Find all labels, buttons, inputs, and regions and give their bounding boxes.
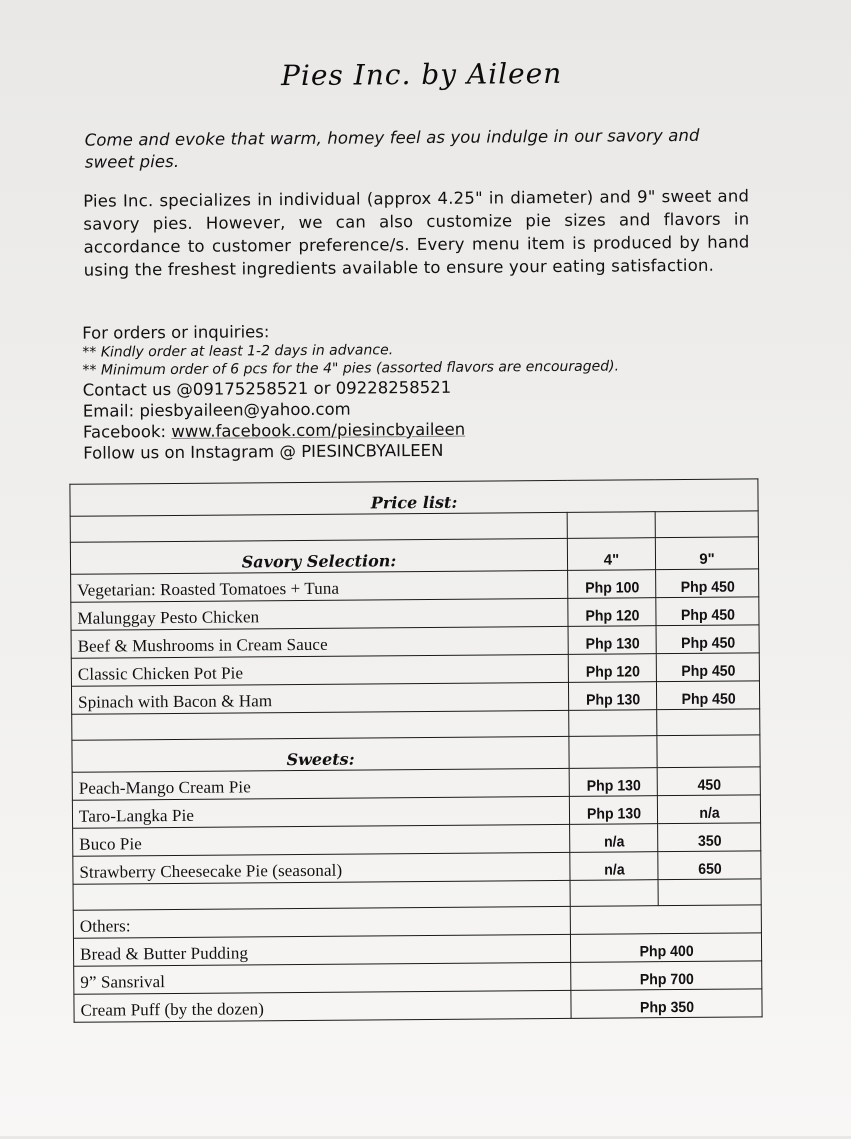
size-4-inch-header: 4" (567, 538, 655, 571)
price-list-title: Price list: (70, 479, 758, 516)
sweets-header-row (72, 735, 760, 772)
item-name: Malunggay Pesto Chicken (71, 598, 568, 630)
table-row (72, 767, 760, 800)
sweets-heading: Sweets: (72, 736, 569, 772)
order-note-advance: ** Kindly order at least 1-2 days in advance. (82, 342, 394, 361)
table-row (72, 795, 760, 828)
price-4-inch: n/a (572, 824, 655, 853)
item-price: Php 350 (577, 989, 757, 1018)
item-name: 9” Sansrival (74, 962, 571, 994)
table-row (71, 625, 759, 658)
facebook-link[interactable]: www.facebook.com/piesincbyaileen (171, 419, 466, 441)
table-row (71, 653, 759, 686)
price-4-inch: Php 120 (570, 598, 653, 627)
description-text: Pies Inc. specializes in individual (approx 4.25" in diameter) and 9" sweet and savory pies. However, we can also customize pie sizes and flavors in accordance to customer preference/s. Every menu item is produced by hand using the freshest ingredients available to ensure your eating satisfaction. (83, 186, 750, 280)
item-name: Buco Pie (73, 824, 570, 856)
item-name: Classic Chicken Pot Pie (71, 654, 568, 686)
contact-section (82, 317, 763, 463)
price-4-inch: Php 130 (572, 768, 655, 797)
table-row (71, 597, 759, 630)
price-9-inch: n/a (660, 795, 757, 824)
size-9-inch-header: 9" (655, 537, 758, 570)
price-4-inch: Php 130 (571, 682, 654, 711)
savory-header-row (70, 537, 758, 574)
price-9-inch: 350 (661, 823, 758, 852)
item-price: Php 400 (576, 933, 756, 962)
price-4-inch: Php 130 (572, 796, 655, 825)
price-9-inch: Php 450 (659, 653, 756, 682)
item-name: Bread & Butter Pudding (73, 934, 570, 966)
item-name: Beef & Mushrooms in Cream Sauce (71, 626, 568, 658)
facebook-label: Facebook: (82, 421, 172, 442)
price-4-inch: Php 130 (571, 626, 654, 655)
intro-text: Come and evoke that warm, homey feel as you indulge in our savory and sweet pies. (84, 125, 700, 172)
item-name: Taro-Langka Pie (72, 796, 569, 828)
table-row (74, 989, 762, 1022)
price-9-inch: Php 450 (659, 597, 756, 626)
price-9-inch: Php 450 (660, 681, 757, 710)
contact-phone: Contact us @09175258521 or 09228258521 (82, 377, 452, 400)
price-4-inch: n/a (572, 852, 655, 881)
price-9-inch: 450 (660, 767, 757, 796)
price-9-inch: 650 (661, 851, 758, 880)
item-name: Strawberry Cheesecake Pie (seasonal) (73, 852, 570, 884)
contact-email: Email: piesbyaileen@yahoo.com (82, 399, 351, 421)
contact-instagram: Follow us on Instagram @ PIESINCBYAILEEN (83, 440, 444, 463)
item-price: Php 700 (576, 961, 756, 990)
others-heading: Others: (73, 906, 570, 938)
price-9-inch: Php 450 (659, 625, 756, 654)
contact-heading: For orders or inquiries: (82, 322, 270, 343)
item-name: Cream Puff (by the dozen) (74, 990, 571, 1022)
table-row (71, 569, 759, 602)
savory-heading: Savory Selection: (70, 538, 567, 574)
item-name: Vegetarian: Roasted Tomatoes + Tuna (71, 570, 568, 602)
price-list-table (69, 478, 762, 1022)
price-9-inch: Php 450 (659, 569, 756, 598)
item-name: Peach-Mango Cream Pie (72, 768, 569, 800)
price-4-inch: Php 120 (571, 654, 654, 683)
item-name: Spinach with Bacon & Ham (71, 682, 568, 714)
table-title-row (70, 479, 758, 516)
order-note-minimum: ** Minimum order of 6 pcs for the 4" pies (assorted flavors are encouraged). (82, 358, 620, 379)
page-title: Pies Inc. by Aileen (280, 56, 563, 93)
table-row (73, 823, 761, 856)
price-4-inch: Php 100 (570, 570, 653, 599)
